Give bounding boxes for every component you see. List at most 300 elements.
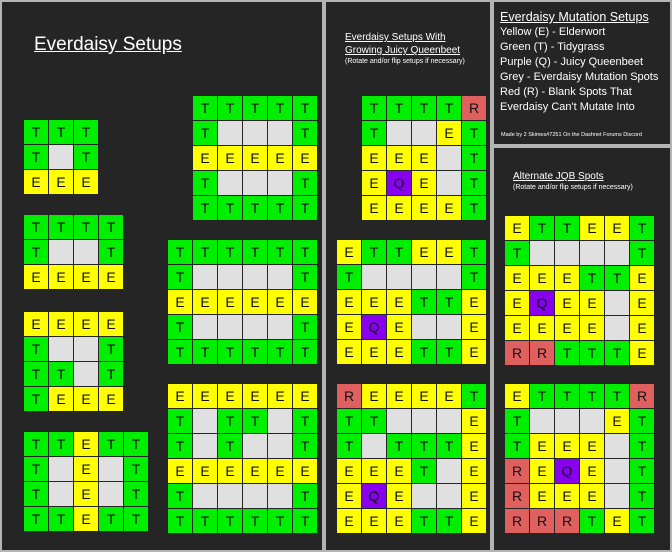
blank-spot-cell: R bbox=[337, 384, 361, 408]
elderwort-cell: E bbox=[49, 387, 73, 411]
mutation-spot-cell bbox=[74, 240, 98, 264]
mutation-spot-cell bbox=[243, 315, 267, 339]
tidygrass-cell: T bbox=[168, 484, 192, 508]
elderwort-cell: E bbox=[530, 459, 554, 483]
tidygrass-cell: T bbox=[437, 340, 461, 364]
elderwort-cell: E bbox=[505, 384, 529, 408]
elderwort-cell: E bbox=[293, 146, 317, 170]
elderwort-cell: E bbox=[337, 290, 361, 314]
elderwort-cell: E bbox=[74, 482, 98, 506]
blank-spot-cell: R bbox=[530, 509, 554, 533]
tidygrass-cell: T bbox=[337, 434, 361, 458]
jqb-grid-6x6 bbox=[337, 384, 486, 533]
tidygrass-cell: T bbox=[555, 341, 579, 365]
tidygrass-cell: T bbox=[412, 96, 436, 120]
mutation-spot-cell bbox=[437, 146, 461, 170]
elderwort-cell: E bbox=[462, 315, 486, 339]
tidygrass-cell: T bbox=[412, 509, 436, 533]
elderwort-cell: E bbox=[218, 384, 242, 408]
tidygrass-cell: T bbox=[437, 509, 461, 533]
tidygrass-cell: T bbox=[362, 96, 386, 120]
tidygrass-cell: T bbox=[337, 265, 361, 289]
tidygrass-cell: T bbox=[462, 146, 486, 170]
tidygrass-cell: T bbox=[49, 507, 73, 531]
elderwort-cell: E bbox=[49, 170, 73, 194]
mutation-spot-cell bbox=[437, 459, 461, 483]
tidygrass-cell: T bbox=[168, 315, 192, 339]
tidygrass-cell: T bbox=[99, 507, 123, 531]
mutation-spot-cell bbox=[74, 362, 98, 386]
tidygrass-cell: T bbox=[24, 240, 48, 264]
tidygrass-cell: T bbox=[605, 266, 629, 290]
tidygrass-cell: T bbox=[462, 265, 486, 289]
setup-grid-6x6 bbox=[168, 384, 317, 533]
page-title: Everdaisy Setups bbox=[34, 34, 182, 55]
mutation-spot-cell bbox=[268, 315, 292, 339]
tidygrass-cell: T bbox=[268, 196, 292, 220]
elderwort-cell: E bbox=[218, 290, 242, 314]
elderwort-cell: E bbox=[387, 459, 411, 483]
elderwort-cell: E bbox=[580, 484, 604, 508]
mutation-spot-cell bbox=[387, 121, 411, 145]
elderwort-cell: E bbox=[555, 484, 579, 508]
elderwort-cell: E bbox=[24, 265, 48, 289]
mutation-spot-cell bbox=[243, 265, 267, 289]
tidygrass-cell: T bbox=[293, 434, 317, 458]
juicy-title-line1: Everdaisy Setups With bbox=[345, 32, 446, 43]
elderwort-cell: E bbox=[505, 266, 529, 290]
tidygrass-cell: T bbox=[218, 340, 242, 364]
juicy-title-line2: Growing Juicy Queenbeet bbox=[345, 45, 461, 56]
elderwort-cell: E bbox=[412, 146, 436, 170]
elderwort-cell: E bbox=[530, 266, 554, 290]
elderwort-cell: E bbox=[505, 216, 529, 240]
tidygrass-cell: T bbox=[462, 384, 486, 408]
blank-spot-cell: R bbox=[505, 509, 529, 533]
elderwort-cell: E bbox=[387, 484, 411, 508]
tidygrass-cell: T bbox=[99, 432, 123, 456]
mutation-spot-cell bbox=[437, 315, 461, 339]
elderwort-cell: E bbox=[362, 459, 386, 483]
mutation-spot-cell bbox=[243, 121, 267, 145]
blank-spot-cell: R bbox=[505, 484, 529, 508]
alt-grid-6x6-a bbox=[505, 216, 654, 365]
legend-line: Red (R) - Blank Spots That bbox=[500, 86, 632, 98]
elderwort-cell: E bbox=[362, 196, 386, 220]
elderwort-cell: E bbox=[49, 265, 73, 289]
elderwort-cell: E bbox=[293, 459, 317, 483]
elderwort-cell: E bbox=[168, 290, 192, 314]
legend-line: Green (T) - Tidygrass bbox=[500, 41, 605, 53]
blank-spot-cell: R bbox=[630, 384, 654, 408]
tidygrass-cell: T bbox=[580, 384, 604, 408]
mutation-spot-cell bbox=[580, 241, 604, 265]
tidygrass-cell: T bbox=[168, 240, 192, 264]
tidygrass-cell: T bbox=[243, 196, 267, 220]
mutation-spot-cell bbox=[437, 171, 461, 195]
mutation-spot-cell bbox=[362, 434, 386, 458]
mutation-spot-cell bbox=[555, 241, 579, 265]
blank-spot-cell: R bbox=[505, 459, 529, 483]
tidygrass-cell: T bbox=[505, 241, 529, 265]
tidygrass-cell: T bbox=[505, 409, 529, 433]
tidygrass-cell: T bbox=[580, 341, 604, 365]
elderwort-cell: E bbox=[49, 312, 73, 336]
tidygrass-cell: T bbox=[168, 434, 192, 458]
tidygrass-cell: T bbox=[268, 340, 292, 364]
setup-grid-4x3 bbox=[24, 215, 123, 289]
setup-grid-3x3 bbox=[24, 120, 98, 194]
elderwort-cell: E bbox=[387, 384, 411, 408]
elderwort-cell: E bbox=[268, 384, 292, 408]
elderwort-cell: E bbox=[337, 340, 361, 364]
elderwort-cell: E bbox=[24, 312, 48, 336]
tidygrass-cell: T bbox=[387, 96, 411, 120]
elderwort-cell: E bbox=[387, 196, 411, 220]
elderwort-cell: E bbox=[462, 459, 486, 483]
tidygrass-cell: T bbox=[630, 216, 654, 240]
tidygrass-cell: T bbox=[74, 145, 98, 169]
elderwort-cell: E bbox=[437, 384, 461, 408]
mutation-spot-cell bbox=[437, 484, 461, 508]
elderwort-cell: E bbox=[630, 291, 654, 315]
elderwort-cell: E bbox=[24, 170, 48, 194]
juicy-queenbeet-cell: Q bbox=[555, 459, 579, 483]
tidygrass-cell: T bbox=[293, 121, 317, 145]
tidygrass-cell: T bbox=[168, 409, 192, 433]
mutation-spot-cell bbox=[99, 482, 123, 506]
tidygrass-cell: T bbox=[218, 434, 242, 458]
elderwort-cell: E bbox=[580, 316, 604, 340]
tidygrass-cell: T bbox=[193, 340, 217, 364]
mutation-spot-cell bbox=[605, 459, 629, 483]
legend-line: Grey - Everdaisy Mutation Spots bbox=[500, 71, 659, 83]
tidygrass-cell: T bbox=[362, 240, 386, 264]
elderwort-cell: E bbox=[243, 384, 267, 408]
elderwort-cell: E bbox=[462, 409, 486, 433]
tidygrass-cell: T bbox=[24, 432, 48, 456]
tidygrass-cell: T bbox=[124, 482, 148, 506]
jqb-grid-5x5 bbox=[362, 96, 486, 220]
elderwort-cell: E bbox=[193, 384, 217, 408]
elderwort-cell: E bbox=[555, 291, 579, 315]
alt-grid-6x6-b bbox=[505, 384, 654, 533]
elderwort-cell: E bbox=[437, 240, 461, 264]
tidygrass-cell: T bbox=[99, 362, 123, 386]
tidygrass-cell: T bbox=[193, 196, 217, 220]
elderwort-cell: E bbox=[362, 340, 386, 364]
credit-text: Made by 2 Skimes#7251 On the Dashnet Forums Discord bbox=[501, 132, 642, 138]
elderwort-cell: E bbox=[362, 509, 386, 533]
mutation-spot-cell bbox=[268, 265, 292, 289]
elderwort-cell: E bbox=[605, 409, 629, 433]
elderwort-cell: E bbox=[462, 484, 486, 508]
elderwort-cell: E bbox=[505, 316, 529, 340]
elderwort-cell: E bbox=[387, 509, 411, 533]
elderwort-cell: E bbox=[605, 216, 629, 240]
elderwort-cell: E bbox=[243, 146, 267, 170]
elderwort-cell: E bbox=[74, 387, 98, 411]
elderwort-cell: E bbox=[362, 171, 386, 195]
elderwort-cell: E bbox=[74, 507, 98, 531]
elderwort-cell: E bbox=[168, 459, 192, 483]
elderwort-cell: E bbox=[337, 240, 361, 264]
elderwort-cell: E bbox=[74, 432, 98, 456]
tidygrass-cell: T bbox=[24, 482, 48, 506]
elderwort-cell: E bbox=[99, 312, 123, 336]
elderwort-cell: E bbox=[362, 146, 386, 170]
alternate-note: (Rotate and/or flip setups if necessary) bbox=[513, 184, 633, 191]
mutation-spot-cell bbox=[580, 409, 604, 433]
elderwort-cell: E bbox=[387, 340, 411, 364]
tidygrass-cell: T bbox=[99, 337, 123, 361]
elderwort-cell: E bbox=[412, 384, 436, 408]
tidygrass-cell: T bbox=[49, 120, 73, 144]
tidygrass-cell: T bbox=[293, 484, 317, 508]
mutation-spot-cell bbox=[387, 265, 411, 289]
elderwort-cell: E bbox=[243, 459, 267, 483]
blank-spot-cell: R bbox=[530, 341, 554, 365]
elderwort-cell: E bbox=[555, 434, 579, 458]
elderwort-cell: E bbox=[580, 216, 604, 240]
tidygrass-cell: T bbox=[218, 196, 242, 220]
tidygrass-cell: T bbox=[387, 434, 411, 458]
tidygrass-cell: T bbox=[24, 120, 48, 144]
elderwort-cell: E bbox=[412, 171, 436, 195]
elderwort-cell: E bbox=[412, 240, 436, 264]
mutation-spot-cell bbox=[412, 265, 436, 289]
elderwort-cell: E bbox=[268, 459, 292, 483]
tidygrass-cell: T bbox=[24, 362, 48, 386]
tidygrass-cell: T bbox=[437, 290, 461, 314]
juicy-queenbeet-cell: Q bbox=[362, 315, 386, 339]
elderwort-cell: E bbox=[337, 509, 361, 533]
mutation-spot-cell bbox=[530, 241, 554, 265]
elderwort-cell: E bbox=[462, 290, 486, 314]
tidygrass-cell: T bbox=[124, 432, 148, 456]
mutation-spot-cell bbox=[193, 484, 217, 508]
alternate-title: Alternate JQB Spots bbox=[513, 171, 604, 182]
mutation-spot-cell bbox=[412, 484, 436, 508]
elderwort-cell: E bbox=[337, 484, 361, 508]
tidygrass-cell: T bbox=[74, 120, 98, 144]
tidygrass-cell: T bbox=[630, 459, 654, 483]
mutation-spot-cell bbox=[99, 457, 123, 481]
tidygrass-cell: T bbox=[555, 216, 579, 240]
elderwort-cell: E bbox=[293, 384, 317, 408]
elderwort-cell: E bbox=[193, 459, 217, 483]
tidygrass-cell: T bbox=[293, 196, 317, 220]
tidygrass-cell: T bbox=[268, 96, 292, 120]
tidygrass-cell: T bbox=[630, 241, 654, 265]
tidygrass-cell: T bbox=[462, 121, 486, 145]
mutation-spot-cell bbox=[605, 316, 629, 340]
elderwort-cell: E bbox=[362, 384, 386, 408]
elderwort-cell: E bbox=[580, 291, 604, 315]
elderwort-cell: E bbox=[74, 312, 98, 336]
juicy-note: (Rotate and/or flip setups if necessary) bbox=[345, 58, 465, 65]
tidygrass-cell: T bbox=[168, 340, 192, 364]
mutation-spot-cell bbox=[49, 337, 73, 361]
tidygrass-cell: T bbox=[24, 507, 48, 531]
tidygrass-cell: T bbox=[268, 240, 292, 264]
mutation-spot-cell bbox=[49, 457, 73, 481]
mutation-spot-cell bbox=[193, 434, 217, 458]
mutation-spot-cell bbox=[605, 241, 629, 265]
tidygrass-cell: T bbox=[293, 340, 317, 364]
tidygrass-cell: T bbox=[630, 509, 654, 533]
tidygrass-cell: T bbox=[530, 384, 554, 408]
tidygrass-cell: T bbox=[24, 145, 48, 169]
elderwort-cell: E bbox=[337, 459, 361, 483]
tidygrass-cell: T bbox=[412, 459, 436, 483]
mutation-spot-cell bbox=[268, 121, 292, 145]
tidygrass-cell: T bbox=[293, 240, 317, 264]
elderwort-cell: E bbox=[268, 290, 292, 314]
tidygrass-cell: T bbox=[243, 96, 267, 120]
mutation-spot-cell bbox=[49, 482, 73, 506]
tidygrass-cell: T bbox=[99, 215, 123, 239]
mutation-spot-cell bbox=[193, 315, 217, 339]
juicy-queenbeet-cell: Q bbox=[530, 291, 554, 315]
mutation-spot-cell bbox=[605, 484, 629, 508]
tidygrass-cell: T bbox=[193, 509, 217, 533]
mutation-spot-cell bbox=[218, 484, 242, 508]
elderwort-cell: E bbox=[580, 459, 604, 483]
tidygrass-cell: T bbox=[24, 215, 48, 239]
tidygrass-cell: T bbox=[293, 171, 317, 195]
mutation-spot-cell bbox=[268, 171, 292, 195]
tidygrass-cell: T bbox=[124, 507, 148, 531]
mutation-spot-cell bbox=[268, 434, 292, 458]
tidygrass-cell: T bbox=[243, 340, 267, 364]
tidygrass-cell: T bbox=[362, 409, 386, 433]
tidygrass-cell: T bbox=[505, 434, 529, 458]
setup-grid-6x5 bbox=[168, 240, 317, 364]
tidygrass-cell: T bbox=[437, 96, 461, 120]
elderwort-cell: E bbox=[218, 146, 242, 170]
elderwort-cell: E bbox=[437, 196, 461, 220]
legend-line: Purple (Q) - Juicy Queenbeet bbox=[500, 56, 644, 68]
elderwort-cell: E bbox=[268, 146, 292, 170]
mutation-spot-cell bbox=[530, 409, 554, 433]
tidygrass-cell: T bbox=[49, 215, 73, 239]
tidygrass-cell: T bbox=[412, 290, 436, 314]
tidygrass-cell: T bbox=[580, 266, 604, 290]
tidygrass-cell: T bbox=[530, 216, 554, 240]
elderwort-cell: E bbox=[99, 387, 123, 411]
tidygrass-cell: T bbox=[99, 240, 123, 264]
tidygrass-cell: T bbox=[462, 240, 486, 264]
elderwort-cell: E bbox=[530, 316, 554, 340]
setup-grid-5x5 bbox=[193, 96, 317, 220]
tidygrass-cell: T bbox=[362, 121, 386, 145]
elderwort-cell: E bbox=[387, 146, 411, 170]
elderwort-cell: E bbox=[243, 290, 267, 314]
tidygrass-cell: T bbox=[293, 315, 317, 339]
elderwort-cell: E bbox=[630, 316, 654, 340]
mutation-spot-cell bbox=[555, 409, 579, 433]
elderwort-cell: E bbox=[74, 457, 98, 481]
tidygrass-cell: T bbox=[193, 121, 217, 145]
elderwort-cell: E bbox=[605, 509, 629, 533]
elderwort-cell: E bbox=[462, 434, 486, 458]
mutation-spot-cell bbox=[412, 315, 436, 339]
tidygrass-cell: T bbox=[337, 409, 361, 433]
mutation-spot-cell bbox=[268, 484, 292, 508]
tidygrass-cell: T bbox=[24, 457, 48, 481]
tidygrass-cell: T bbox=[193, 171, 217, 195]
tidygrass-cell: T bbox=[630, 484, 654, 508]
tidygrass-cell: T bbox=[193, 240, 217, 264]
mutation-spot-cell bbox=[218, 315, 242, 339]
mutation-spot-cell bbox=[437, 265, 461, 289]
elderwort-cell: E bbox=[99, 265, 123, 289]
tidygrass-cell: T bbox=[49, 432, 73, 456]
tidygrass-cell: T bbox=[268, 509, 292, 533]
tidygrass-cell: T bbox=[218, 409, 242, 433]
elderwort-cell: E bbox=[74, 170, 98, 194]
elderwort-cell: E bbox=[412, 196, 436, 220]
mutation-spot-cell bbox=[218, 265, 242, 289]
tidygrass-cell: T bbox=[218, 240, 242, 264]
elderwort-cell: E bbox=[630, 341, 654, 365]
elderwort-cell: E bbox=[293, 290, 317, 314]
mutation-spot-cell bbox=[193, 409, 217, 433]
tidygrass-cell: T bbox=[630, 409, 654, 433]
tidygrass-cell: T bbox=[605, 384, 629, 408]
tidygrass-cell: T bbox=[580, 509, 604, 533]
tidygrass-cell: T bbox=[218, 96, 242, 120]
elderwort-cell: E bbox=[193, 146, 217, 170]
mutation-spot-cell bbox=[412, 409, 436, 433]
tidygrass-cell: T bbox=[218, 509, 242, 533]
mutation-spot-cell bbox=[49, 240, 73, 264]
elderwort-cell: E bbox=[387, 315, 411, 339]
tidygrass-cell: T bbox=[462, 171, 486, 195]
blank-spot-cell: R bbox=[462, 96, 486, 120]
elderwort-cell: E bbox=[437, 121, 461, 145]
tidygrass-cell: T bbox=[630, 434, 654, 458]
tidygrass-cell: T bbox=[462, 196, 486, 220]
elderwort-cell: E bbox=[387, 290, 411, 314]
tidygrass-cell: T bbox=[293, 96, 317, 120]
mutation-spot-cell bbox=[218, 171, 242, 195]
elderwort-cell: E bbox=[462, 340, 486, 364]
mutation-spot-cell bbox=[218, 121, 242, 145]
elderwort-cell: E bbox=[168, 384, 192, 408]
legend-line: Everdaisy Can't Mutate Into bbox=[500, 101, 635, 113]
elderwort-cell: E bbox=[193, 290, 217, 314]
elderwort-cell: E bbox=[362, 290, 386, 314]
tidygrass-cell: T bbox=[387, 240, 411, 264]
tidygrass-cell: T bbox=[49, 362, 73, 386]
tidygrass-cell: T bbox=[243, 240, 267, 264]
tidygrass-cell: T bbox=[412, 434, 436, 458]
mutation-spot-cell bbox=[387, 409, 411, 433]
mutation-spot-cell bbox=[193, 265, 217, 289]
tidygrass-cell: T bbox=[293, 265, 317, 289]
tidygrass-cell: T bbox=[168, 509, 192, 533]
blank-spot-cell: R bbox=[555, 509, 579, 533]
elderwort-cell: E bbox=[218, 459, 242, 483]
elderwort-cell: E bbox=[530, 434, 554, 458]
elderwort-cell: E bbox=[462, 509, 486, 533]
mutation-spot-cell bbox=[243, 434, 267, 458]
mutation-spot-cell bbox=[605, 291, 629, 315]
legend-line: Yellow (E) - Elderwort bbox=[500, 26, 606, 38]
elderwort-cell: E bbox=[74, 265, 98, 289]
